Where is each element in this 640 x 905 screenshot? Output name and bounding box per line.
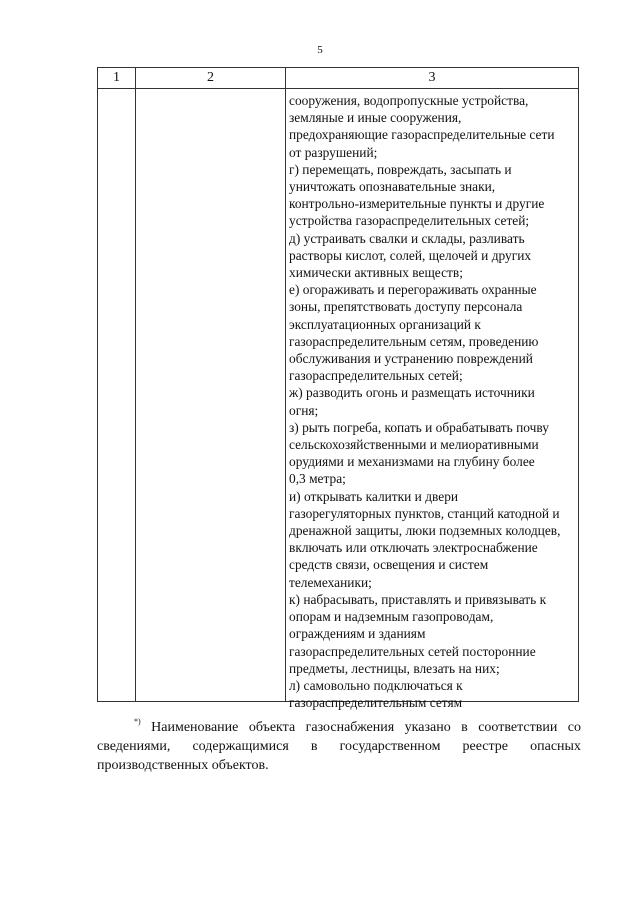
cell-line: земляные и иные сооружения,	[289, 110, 462, 126]
cell-line: сооружения, водопропускные устройства,	[289, 93, 529, 108]
content-table	[97, 67, 579, 711]
cell-line: 0,3 метра;	[289, 471, 346, 487]
footnote-line-1	[97, 718, 581, 737]
cell-line: орудиями и механизмами на глубину более	[289, 454, 535, 470]
cell-line: д) устраивать свалки и склады, разливать	[289, 230, 525, 246]
footnote-word: опасных	[530, 739, 581, 754]
cell-line: огня;	[289, 402, 319, 418]
cell-line: устройства газораспределительных сетей;	[289, 213, 530, 229]
cell-line: предохраняющие газораспределительные сети	[289, 127, 555, 143]
footnote-word: содержащимися	[192, 739, 289, 754]
footnote-text-1: Наименование объекта газоснабжения указано в соответствии со	[151, 720, 581, 735]
cell-line: л) самовольно подключаться к	[289, 677, 463, 693]
footnote-word: сведениями,	[97, 739, 171, 754]
cell-line: е) огораживать и перегораживать охранные	[289, 282, 537, 298]
cell-line: телемеханики;	[289, 574, 372, 590]
cell-line: ж) разводить огонь и размещать источники	[289, 385, 535, 401]
page-number: 5	[317, 44, 323, 56]
cell-line: обслуживания и устранению повреждений	[289, 351, 533, 367]
column-divider	[135, 68, 136, 701]
footnote-word: реестре	[462, 739, 509, 754]
cell-line: сельскохозяйственными и мелиоративными	[289, 437, 539, 453]
cell-line: растворы кислот, солей, щелочей и других	[289, 247, 532, 263]
cell-line: химически активных веществ;	[289, 265, 463, 281]
column-divider	[285, 68, 286, 701]
cell-line: контрольно-измерительные пункты и другие	[289, 196, 545, 212]
cell-line: уничтожать опознавательные знаки,	[289, 179, 496, 195]
cell-line: и) открывать калитки и двери	[289, 488, 459, 504]
cell-line: к) набрасывать, приставлять и привязывать к	[289, 591, 547, 607]
column-header-1: 1	[113, 70, 120, 85]
cell-line: опорам и надземным газопроводам,	[289, 609, 494, 625]
footnote-line-2	[97, 737, 581, 756]
footnote	[97, 718, 581, 775]
footnote-word: государственном	[339, 739, 441, 754]
column-header-2: 2	[207, 70, 214, 85]
cell-line: г) перемещать, повреждать, засыпать и	[289, 161, 512, 177]
cell-line: дренажной защиты, люки подземных колодцев,	[289, 523, 561, 539]
cell-line: включать или отключать электроснабжение	[289, 540, 538, 556]
cell-line: газораспределительных сетей посторонние	[289, 643, 536, 659]
cell-line: з) рыть погреба, копать и обрабатывать почву	[289, 419, 549, 435]
cell-line: ограждениям и зданиям	[289, 626, 426, 642]
cell-line: газораспределительным сетям	[289, 695, 463, 711]
cell-line: газорегуляторных пунктов, станций катодной и	[289, 505, 560, 521]
cell-line: газораспределительных сетей;	[289, 368, 463, 384]
header-divider	[98, 88, 578, 89]
table-cell-col3	[289, 92, 577, 711]
footnote-word: в	[310, 739, 318, 754]
cell-line: эксплуатационных организаций к	[289, 316, 481, 332]
cell-line: от разрушений;	[289, 144, 378, 160]
footnote-line-3: производственных объектов.	[97, 758, 269, 773]
cell-line: предметы, лестницы, влезать на них;	[289, 660, 500, 676]
cell-line: средств связи, освещения и систем	[289, 557, 489, 573]
footnote-marker: *)	[134, 717, 141, 726]
cell-line: газораспределительным сетям, проведению	[289, 333, 539, 349]
column-header-3: 3	[428, 70, 436, 85]
cell-line: зоны, препятствовать доступу персонала	[289, 299, 523, 315]
